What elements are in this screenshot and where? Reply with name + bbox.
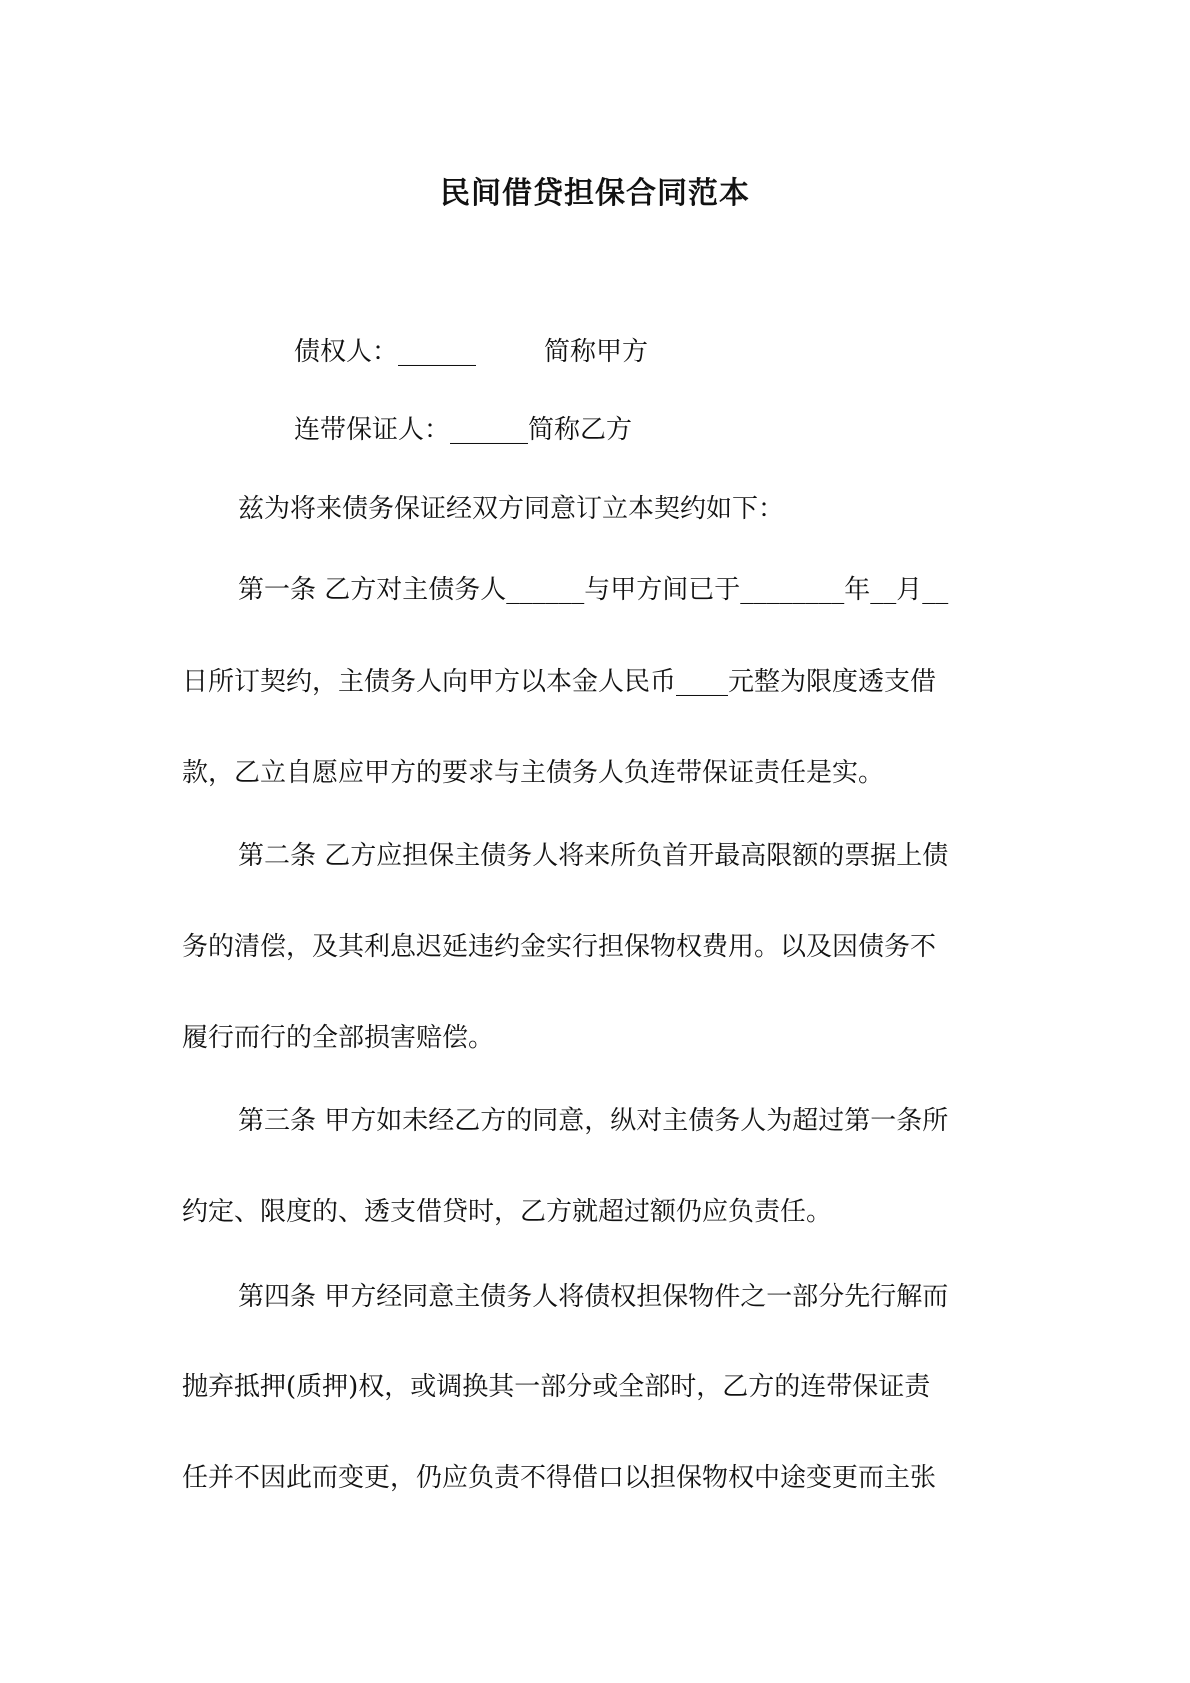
document-title: 民间借贷担保合同范本	[440, 176, 750, 211]
article-2-line-2: 务的清偿，及其利息迟延违约金实行担保物权费用。以及因债务不	[182, 932, 937, 962]
article-2-line-1: 第二条 乙方应担保主债务人将来所负首开最高限额的票据上债	[238, 841, 949, 871]
article-1-line-3: 款，乙立自愿应甲方的要求与主债务人负连带保证责任是实。	[182, 758, 885, 788]
article-3-line-1: 第三条 甲方如未经乙方的同意，纵对主债务人为超过第一条所	[238, 1106, 949, 1136]
article-4-line-1: 第四条 甲方经同意主债务人将债权担保物件之一部分先行解而	[238, 1282, 949, 1312]
intro-paragraph: 兹为将来债务保证经双方同意订立本契约如下：	[238, 494, 785, 524]
guarantor-line: 连带保证人：______简称乙方	[294, 415, 633, 445]
article-2-line-3: 履行而行的全部损害赔偿。	[182, 1023, 495, 1053]
article-1-line-2: 日所订契约，主债务人向甲方以本金人民币____元整为限度透支借	[182, 667, 937, 697]
creditor-short-name: 简称甲方	[544, 337, 649, 367]
article-1-line-1: 第一条 乙方对主债务人______与甲方间已于________年__月__	[238, 575, 949, 605]
creditor-line	[294, 335, 648, 369]
article-3-line-2: 约定、限度的、透支借贷时，乙方就超过额仍应负责任。	[182, 1197, 833, 1227]
article-4-line-2: 抛弃抵押(质押)权，或调换其一部分或全部时，乙方的连带保证责	[182, 1372, 931, 1402]
article-4-line-3: 任并不因此而变更，仍应负责不得借口以担保物权中途变更而主张	[182, 1463, 937, 1493]
creditor-label: 债权人：______	[294, 337, 477, 367]
